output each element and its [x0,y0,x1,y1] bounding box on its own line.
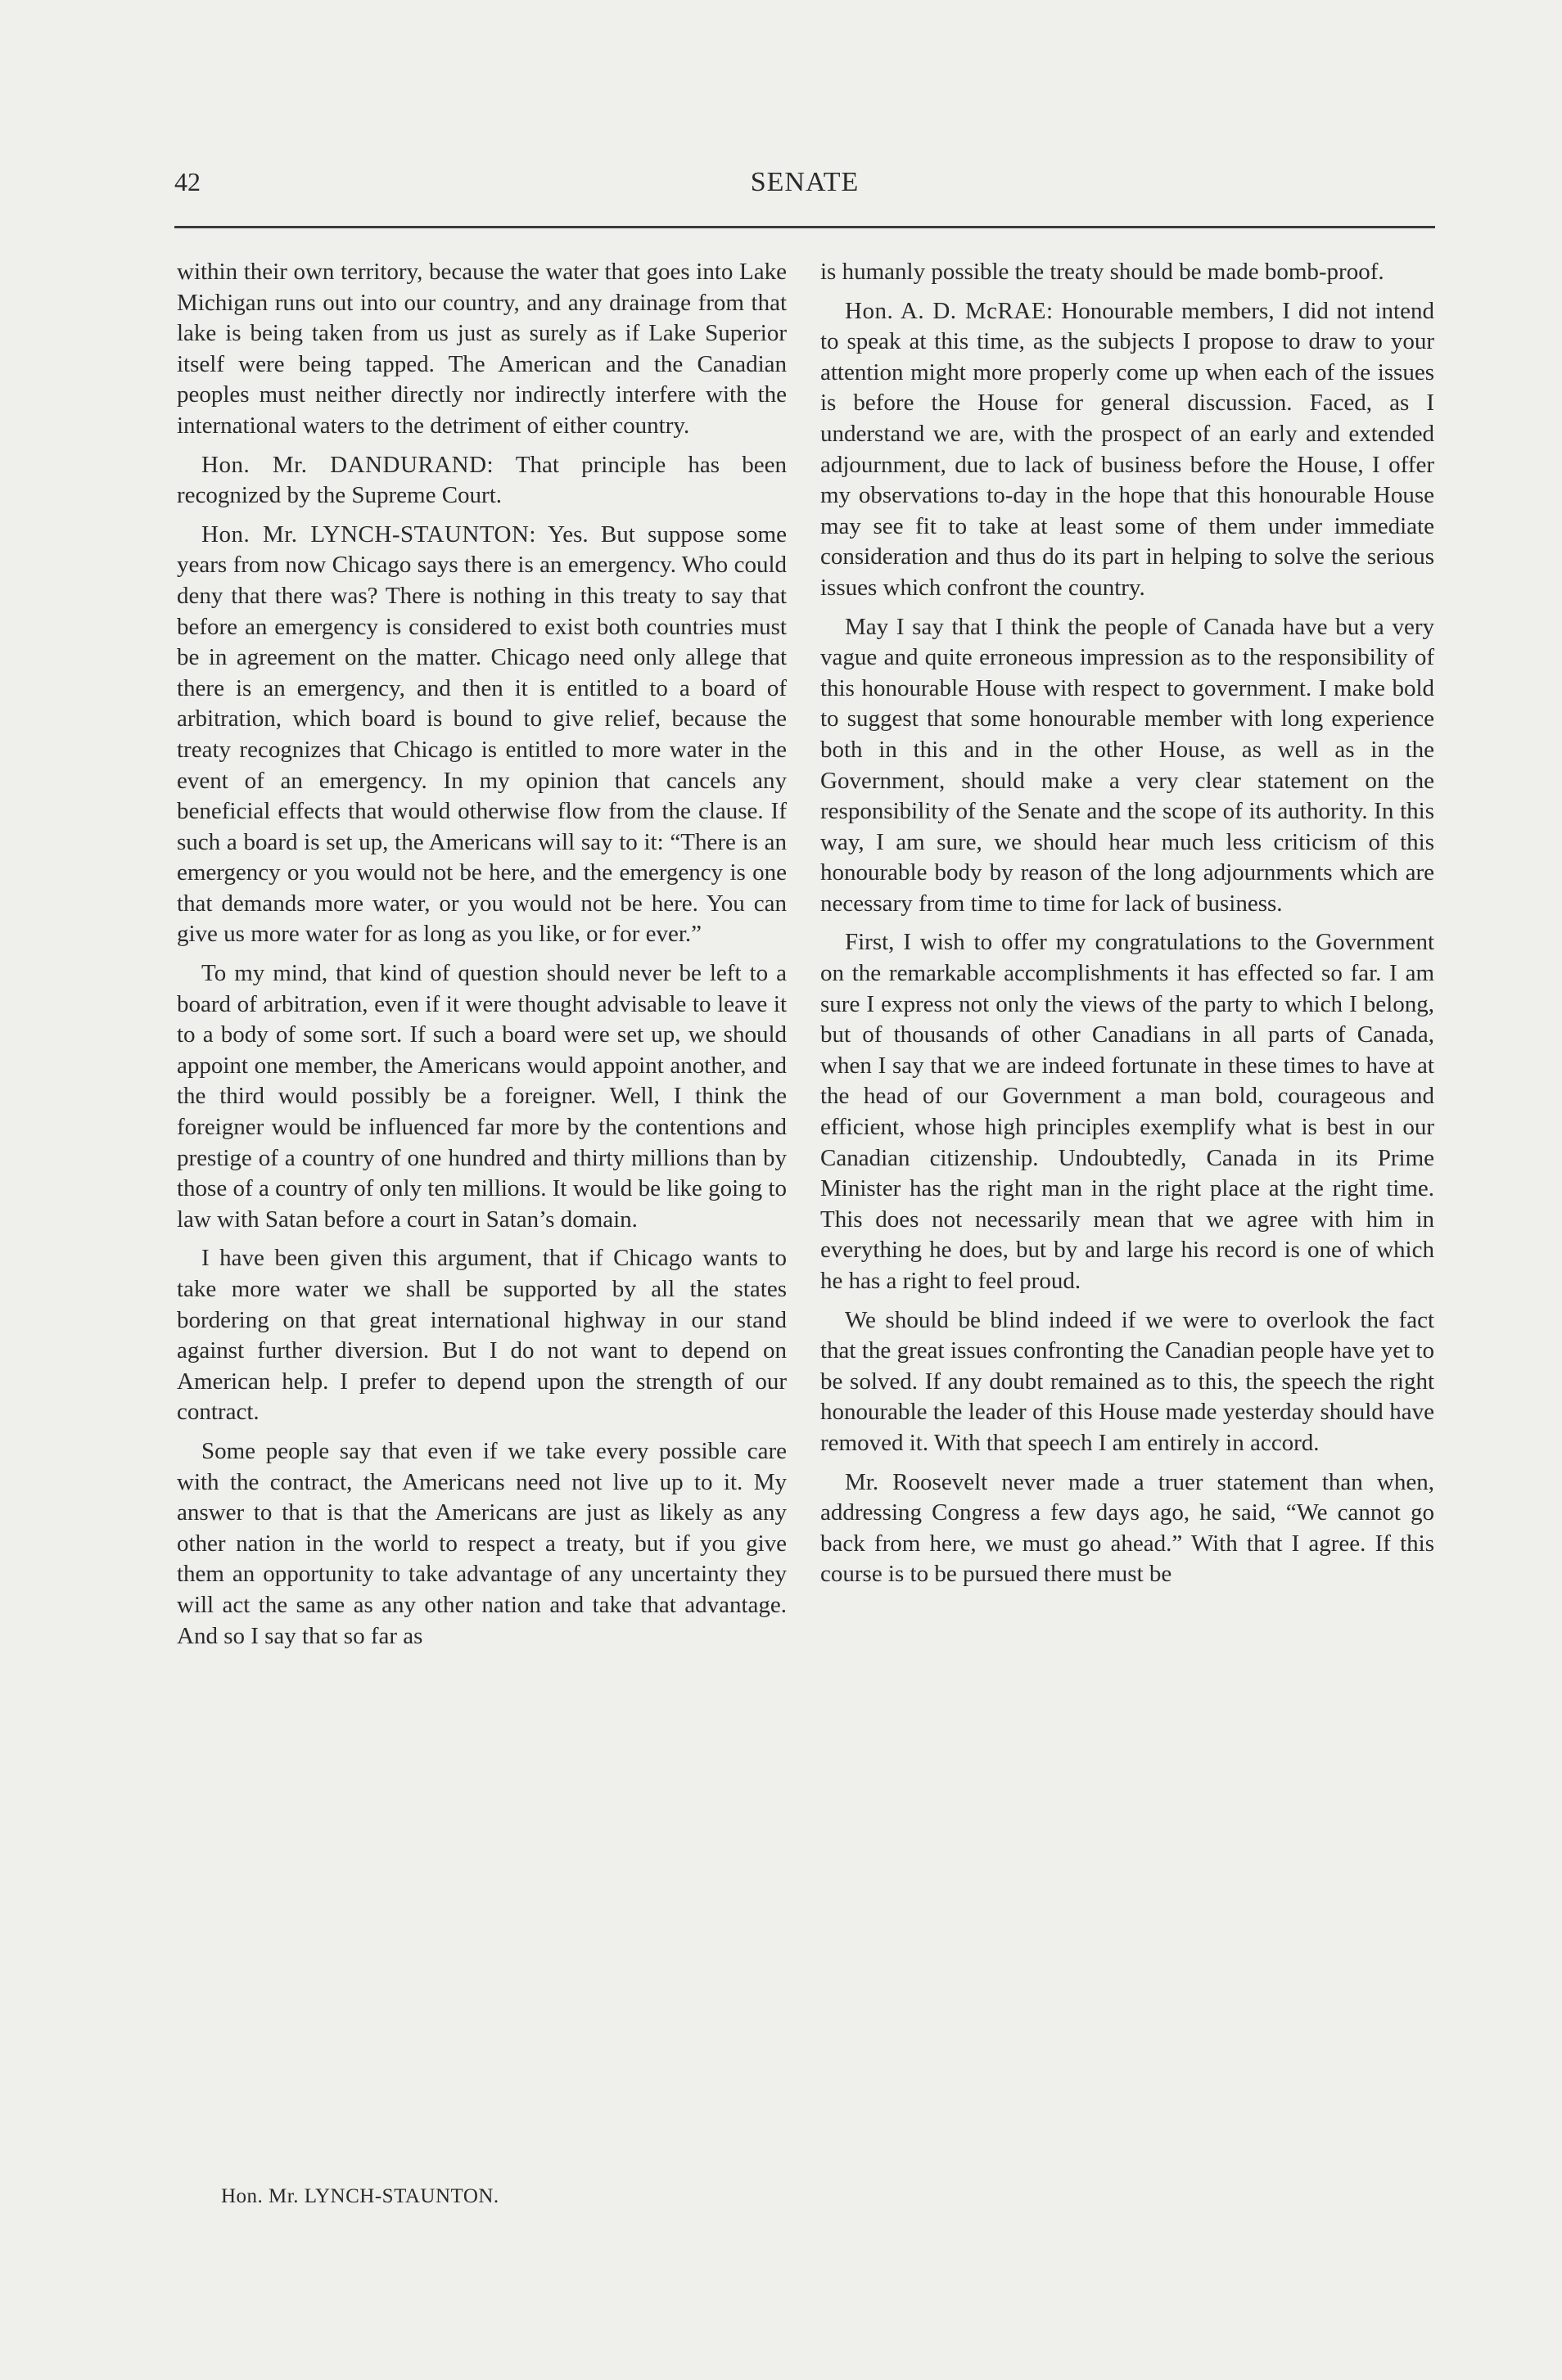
paragraph: To my mind, that kind of question should never be left to a board of arbitration, even if it were thought advisable to leave it to a body of some sort. If such a board were set up, we should appoint one member, the Americans would appoint another, and the third would possibly be a foreigner. Well, I think the foreigner would be influenced far more by the contentions and prestige of a country of one hundred and thirty millions than by those of a country of only ten millions. It would be like going to law with Satan before a court in Satan’s domain. [177,960,787,1233]
speech-text: That principle has been recognized by the Supreme Court. [177,451,787,509]
left-column [177,257,787,1660]
paragraph: Some people say that even if we take every possible care with the contract, the Americans need not live up to it. My answer to that is that the Americans are just as likely as any other nation in the world to respect a treaty, but if you give them an opportunity to take advantage of any uncertainty they will act the same as any other nation and take that advantage. And so I say that so far as [177,1437,787,1649]
speech-text: Honourable members, I did not intend to speak at this time, as the subjects I propose to draw to your attention might more properly come up when each of the issues is before the House for general discussion. Faced, as I understand we are, with the prospect of an early and extended adjournment, due to lack of business before the House, I offer my observations to-day in the hope that this honourable House may see fit to take at least some of them under immediate consideration and thus do its part in helping to solve the serious issues which confront the country. [820,297,1434,601]
paragraph: Mr. Roosevelt never made a truer statement than when, addressing Congress a few days ago, he said, “We cannot go back from here, we must go ahead.” With that I agree. If this course is to be pursued there must be [820,1468,1434,1588]
speaker-name: Hon. Mr. LYNCH-STAUNTON: [201,521,536,548]
running-head: SENATE [750,167,860,197]
footer-speaker-name: Hon. Mr. LYNCH-STAUNTON. [221,2185,499,2207]
speech-text: Yes. But suppose some years from now Chicago says there is an emergency. Who could deny that there was? There is nothing in this treaty to say that before an emergency is considered to exist both countries must be in agreement on the matter. Chicago need only allege that there is an emergency, and then it is entitled to a board of arbitration, which board is bound to give relief, because the treaty recognizes that Chicago is entitled to more water in the event of an emergency. In my opinion that cancels any beneficial effects that would otherwise flow from the clause. If such a board is set up, the Americans will say to it: “There is an emergency or you would not be here, and the emergency is one that demands more water, or you would not be here. You can give us more water for as long as you like, or for ever.” [177,521,787,948]
paragraph: We should be blind indeed if we were to overlook the fact that the great issues confronting the Canadian people have yet to be solved. If any doubt remained as to this, the speech the right honourable the leader of this House made yesterday should have removed it. With that speech I am entirely in accord. [820,1306,1434,1456]
paragraph: is humanly possible the treaty should be made bomb-proof. [820,259,1384,285]
page-number: 42 [174,167,201,196]
paragraph: I have been given this argument, that if Chicago wants to take more water we shall be supported by all the states bordering on that great international highway in our stand against further diversion. But I do not want to depend on American help. I prefer to depend upon the strength of our contract. [177,1245,787,1426]
paragraph [177,450,787,512]
speaker-name: Hon. Mr. DANDURAND: [201,451,494,478]
paragraph: May I say that I think the people of Canada have but a very vague and quite erroneous impression as to the responsibility of this honourable House with respect to government. I make bold to suggest that some honourable member with long experience both in this and in the other House, as well as in the Government, should make a very clear statement on the responsibility of the Senate and the scope of its authority. In this way, I am sure, we should hear much less criticism of this honourable body by reason of the long adjournments which are necessary from time to time for lack of business. [820,613,1434,917]
paragraph: First, I wish to offer my congratulations to the Government on the remarkable accomplishments it has effected so far. I am sure I express not only the views of the party to which I belong, but of thousands of other Canadians in all parts of Canada, when I say that we are indeed fortunate in these times to have at the head of our Government a man bold, courageous and efficient, whose high principles exemplify what is best in our Canadian citizenship. Undoubtedly, Canada in its Prime Minister has the right man in the right place at the right time. This does not necessarily mean that we agree with him in everything he does, but by and large his record is one of which he has a right to feel proud. [820,929,1434,1294]
paragraph [820,296,1434,604]
paragraph [177,520,787,950]
page-header [174,164,1435,210]
header-rule [174,226,1435,228]
right-column [820,257,1434,1598]
paragraph: within their own territory, because the water that goes into Lake Michigan runs out into our country, and any drainage from that lake is being taken from us just as surely as if Lake Superior itself were being tapped. The American and the Canadian peoples must neither directly nor indirectly interfere with the international waters to the detriment of either country. [177,259,787,439]
speaker-name: Hon. A. D. McRAE: [845,297,1054,324]
